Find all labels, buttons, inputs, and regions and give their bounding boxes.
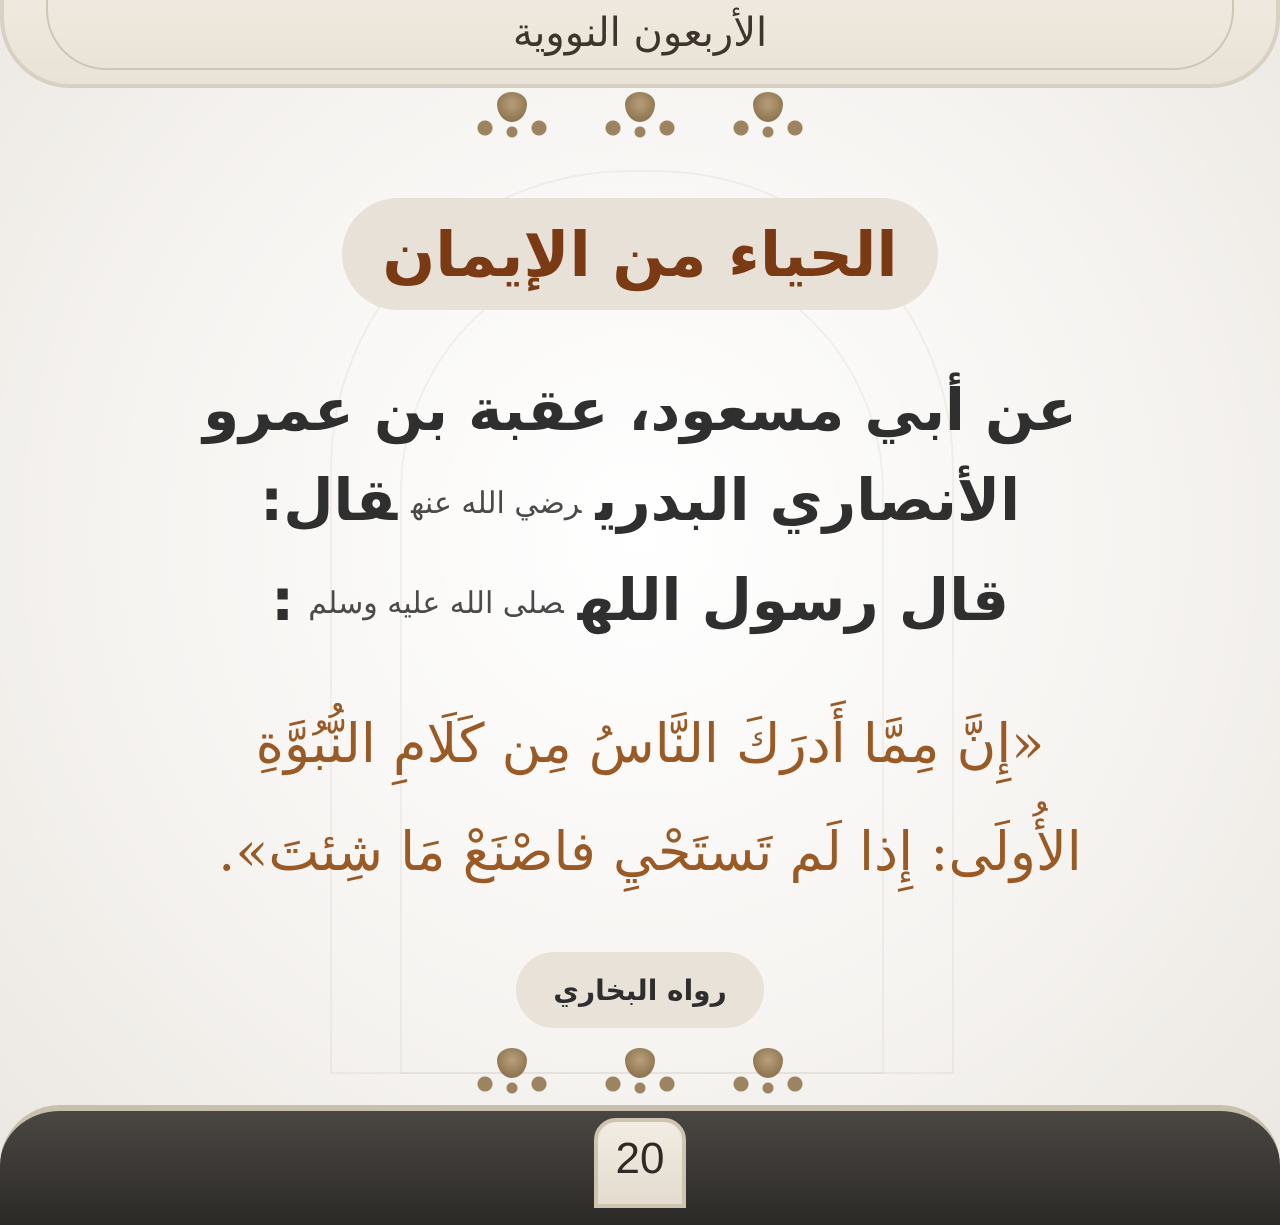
top-ornaments <box>0 92 1280 142</box>
floral-ornament-icon <box>605 1048 675 1096</box>
floral-ornament-icon <box>733 1048 803 1096</box>
floral-ornament-icon <box>477 92 547 140</box>
bottom-ornaments <box>0 1048 1280 1098</box>
source-pill <box>516 952 764 1028</box>
floral-ornament-icon <box>605 92 675 140</box>
salallahu-alayhi-wasallam-honorific: صلى الله عليه وسلم <box>308 585 564 621</box>
page-number-tab <box>594 1118 686 1208</box>
colon: : <box>271 566 295 634</box>
messenger-phrase: قال رسول الله <box>577 566 1009 634</box>
hadith-line-1: «إِنَّ مِمَّا أَدرَكَ النَّاسُ مِن كَلَامِ النُّبُوَّةِ <box>255 712 1045 775</box>
qala-word: قال: <box>260 466 398 534</box>
narrator-line-2 <box>100 455 1180 549</box>
title-pill <box>342 198 938 310</box>
floral-ornament-icon <box>477 1048 547 1096</box>
hadith-text <box>120 690 1180 906</box>
narrator-line-3 <box>100 555 1180 649</box>
source-text: رواه البخاري <box>553 973 727 1007</box>
page-number: 20 <box>615 1134 665 1183</box>
floral-ornament-icon <box>733 92 803 140</box>
narrator-name: الأنصاري البدري <box>595 466 1020 534</box>
hadith-line-2: الأُولَى: إِذا لَم تَستَحْيِ فاصْنَعْ مَا شِئتَ». <box>218 820 1082 883</box>
narrator-line-1: عن أبي مسعود، عقبة بن عمرو <box>203 376 1077 444</box>
hadith-title: الحياء من الإيمان <box>382 217 898 291</box>
book-title: الأربعون النووية <box>512 10 768 56</box>
radiallahu-anhu-honorific: رضي الله عنه <box>411 485 582 521</box>
